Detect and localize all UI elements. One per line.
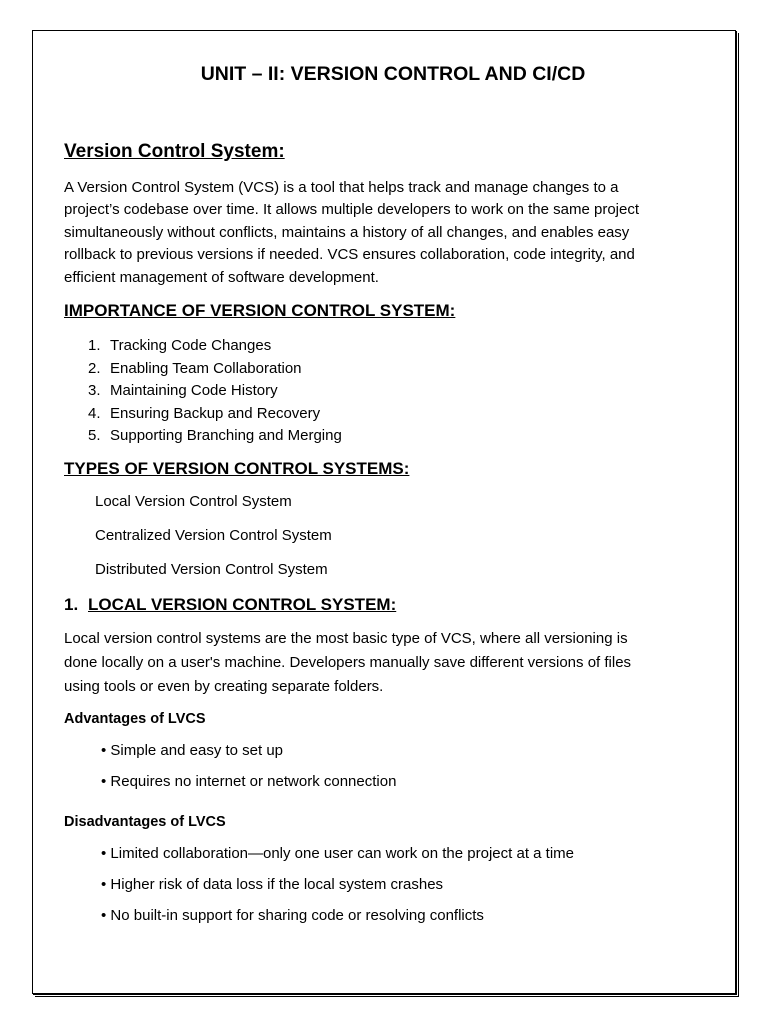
vcs-line: A Version Control System (VCS) is a tool that helps track and manage changes to a bbox=[64, 179, 619, 196]
page-title: UNIT – II: VERSION CONTROL AND CI/CD bbox=[200, 63, 586, 85]
vcs-line: simultaneously without conflicts, maintains a history of all changes, and enables easy bbox=[64, 223, 630, 241]
disadvantages-heading: Disadvantages of LVCS bbox=[64, 814, 226, 830]
importance-heading: IMPORTANCE OF VERSION CONTROL SYSTEM: bbox=[64, 301, 456, 320]
local-vcs-heading bbox=[64, 595, 396, 615]
disadvantage-item: • No built-in support for sharing code or resolving conflicts bbox=[101, 907, 484, 924]
vcs-paragraph bbox=[64, 177, 714, 289]
disadvantage-item: • Higher risk of data loss if the local system crashes bbox=[101, 876, 444, 893]
vcs-heading: Version Control System: bbox=[64, 141, 285, 162]
list-item: 5. Supporting Branching and Merging bbox=[88, 427, 342, 444]
advantages-heading: Advantages of LVCS bbox=[64, 711, 206, 727]
disadvantage-item: • Limited collaboration—only one user can work on the project at a time bbox=[101, 845, 574, 862]
advantage-item: • Requires no internet or network connection bbox=[101, 773, 397, 790]
list-item: 4. Ensuring Backup and Recovery bbox=[88, 404, 321, 422]
type-item-local: Local Version Control System bbox=[95, 493, 292, 510]
vcs-line: efficient management of software development. bbox=[64, 268, 379, 286]
local-line: done locally on a user's machine. Developers manually save different versions of files bbox=[64, 654, 632, 671]
importance-list bbox=[88, 335, 342, 448]
local-line: Local version control systems are the most basic type of VCS, where all versioning is bbox=[64, 630, 628, 647]
local-line: using tools or even by creating separate folders. bbox=[64, 678, 384, 695]
types-heading: TYPES OF VERSION CONTROL SYSTEMS: bbox=[64, 459, 410, 478]
vcs-line: project’s codebase over time. It allows multiple developers to work on the same project bbox=[64, 201, 640, 219]
list-item: 2. Enabling Team Collaboration bbox=[88, 359, 302, 377]
list-item: 1. Tracking Code Changes bbox=[88, 337, 272, 354]
type-item-centralized: Centralized Version Control System bbox=[95, 527, 332, 544]
local-vcs-paragraph bbox=[64, 627, 714, 699]
local-vcs-title: LOCAL VERSION CONTROL SYSTEM: bbox=[88, 595, 397, 614]
list-item: 3. Maintaining Code History bbox=[88, 382, 278, 399]
section-number: 1. bbox=[64, 595, 79, 614]
vcs-line: rollback to previous versions if needed. VCS ensures collaboration, code integrity, and bbox=[64, 246, 635, 264]
type-item-distributed: Distributed Version Control System bbox=[95, 561, 328, 578]
advantage-item: • Simple and easy to set up bbox=[101, 742, 284, 759]
